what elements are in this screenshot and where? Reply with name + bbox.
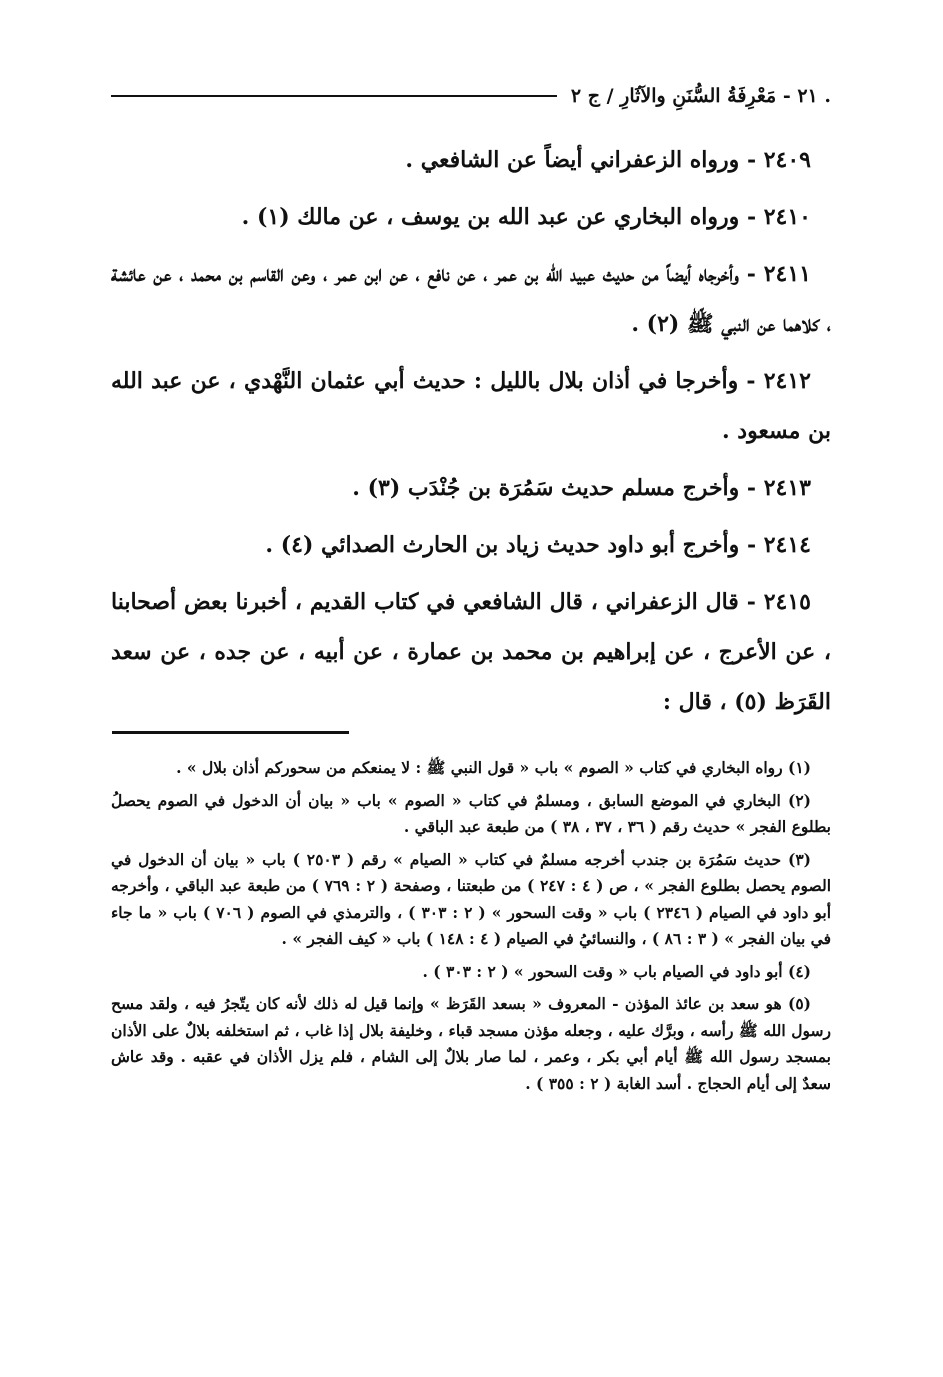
hadith-paragraph-2412: ٢٤١٢ - وأخرجا في أذان بلال بالليل : حديث أبي عثمان النَّهْدي ، عن عبد الله بن مسعود .	[111, 368, 831, 444]
running-header	[111, 80, 831, 112]
hadith-paragraph-2411: ٢٤١١ - وأخرجاه أيضاً من حديث عبيد الله بن عمر ، عن نافع ، عن ابن عمر ، وعن القاسم بن محمد ، عن عائشة ، كلاهما عن النبي ﷺ (٢) .	[111, 261, 831, 337]
hadith-paragraph-2409: ٢٤٠٩ - ورواه الزعفراني أيضاً عن الشافعي .	[405, 147, 811, 173]
main-text	[111, 135, 831, 734]
hadith-paragraph-2414: ٢٤١٤ - وأخرج أبو داود حديث زياد بن الحارث الصدائي (٤) .	[265, 532, 811, 558]
footnote-1: (١) رواه البخاري في كتاب « الصوم » باب « قول النبي ﷺ : لا يمنعكم من سحوركم أذان بلال » .	[176, 758, 811, 777]
header-rule	[111, 95, 557, 97]
hadith-paragraph-2413: ٢٤١٣ - وأخرج مسلم حديث سَمُرَة بن جُنْدَب (٣) .	[352, 475, 811, 501]
footnote-2: (٢) البخاري في الموضع السابق ، ومسلمٌ في كتاب « الصوم » باب « بيان أن الدخول في الصوم يحصلُ بطلوع الفجر » حديث رقم ( ٣٦ ، ٣٧ ، ٣٨ ) من طبعة عبد الباقي .	[111, 790, 831, 836]
footnotes	[111, 755, 831, 1103]
running-header-title: . ٢١ - مَعْرِفَةُ السُّنَنِ والآثَارِ / ج ٢	[570, 85, 831, 107]
footnote-5: (٥) هو سعد بن عائذ المؤذن - المعروف « بسعد القَرَظ » وإنما قيل له ذلك لأنه كان يتّجرُ فيه ، ولقد مسح رسول الله ﷺ رأسه ، وبرَّك عليه ، وجعله مؤذن مسجد قباء ، وخليفة بلال إذا غاب ، ثم استخلفه بلالٌ على الأذان بمسجد رسول الله ﷺ أيام أبي بكر ، وعمر ، لما صار بلالٌ إلى الشام ، فلم يزل الأذان في عقبه . وقد عاش سعدٌ إلى أيام الحجاج . أسد الغابة ( ٢ : ٣٥٥ ) .	[111, 994, 831, 1093]
footnote-4: (٤) أبو داود في الصيام باب « وقت السحور » ( ٢ : ٣٠٣ ) .	[422, 961, 811, 981]
hadith-paragraph-2410: ٢٤١٠ - ورواه البخاري عن عبد الله بن يوسف ، عن مالك (١) .	[241, 204, 811, 230]
hadith-paragraph-2415: ٢٤١٥ - قال الزعفراني ، قال الشافعي في كتاب القديم ، أخبرنا بعض أصحابنا ، عن الأعرج ، عن إبراهيم بن محمد بن عمارة ، عن أبيه ، عن جده ، عن سعد القَرَظ (٥) ، قال :	[111, 589, 831, 715]
footnote-separator	[112, 731, 349, 734]
footnote-3: (٣) حديث سَمُرَة بن جندب أخرجه مسلمٌ في كتاب « الصيام » رقم ( ٢٥٠٣ ) باب « بيان أن الدخول في الصوم يحصل بطلوع الفجر » ، ص ( ٤ : ٢٤٧ ) من طبعتنا ، وصفحة ( ٢ : ٧٦٩ ) من طبعة عبد الباقي ، وأخرجه أبو داود في الصيام ( ٢٣٤٦ ) باب « وقت السحور » ( ٢ : ٣٠٣ ) ، والترمذي في الصوم ( ٧٠٦ ) باب « ما جاء في بيان الفجر » ( ٣ : ٨٦ ) ، والنسائيُ في الصيام ( ٤ : ١٤٨ ) باب « كيف الفجر » .	[111, 849, 832, 948]
